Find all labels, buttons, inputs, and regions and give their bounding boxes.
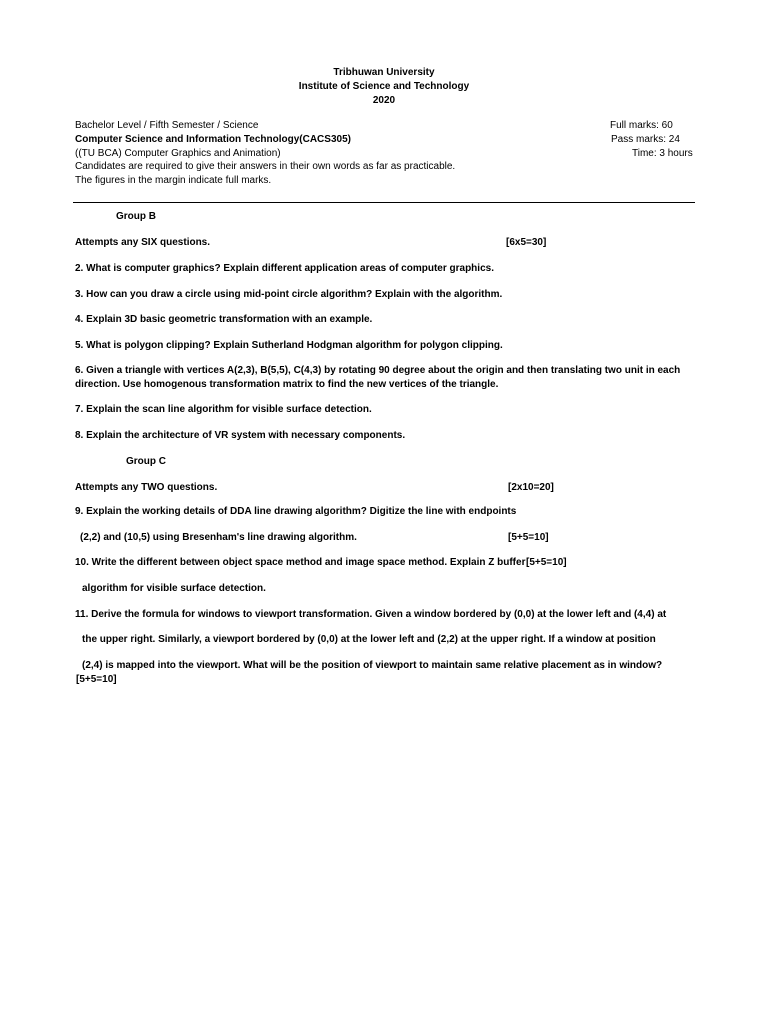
university-name: Tribhuwan University (333, 67, 435, 78)
full-marks: Full marks: 60 (610, 120, 673, 131)
question-5: 5. What is polygon clipping? Explain Sutherland Hodgman algorithm for polygon clipping. (75, 340, 503, 351)
question-10-line-1: 10. Write the different between object space method and image space method. Explain Z buffer (75, 557, 526, 568)
question-11-line-1: 11. Derive the formula for windows to viewport transformation. Given a window bordered by (0,0) at the lower left and (4,4) at (75, 609, 667, 620)
question-3: 3. How can you draw a circle using mid-point circle algorithm? Explain with the algorithm. (75, 289, 503, 300)
instruction-2: The figures in the margin indicate full marks. (75, 175, 272, 186)
question-7: 7. Explain the scan line algorithm for visible surface detection. (75, 404, 372, 415)
question-9-line-1: 9. Explain the working details of DDA line drawing algorithm? Digitize the line with endpoints (75, 506, 517, 517)
question-11-line-3: (2,4) is mapped into the viewport. What will be the position of viewport to maintain same relative placement as in window? (82, 660, 663, 671)
subject-text: ((TU BCA) Computer Graphics and Animation) (75, 148, 281, 159)
question-6-line-1: 6. Given a triangle with vertices A(2,3), B(5,5), C(4,3) by rotating 90 degree about the origin and then translating two unit in each (75, 365, 681, 376)
level-text: Bachelor Level / Fifth Semester / Science (75, 120, 259, 131)
question-9-marks: [5+5=10] (508, 532, 549, 543)
exam-year: 2020 (372, 95, 396, 106)
course-title: Computer Science and Information Technology(CACS305) (75, 134, 351, 145)
pass-marks: Pass marks: 24 (611, 134, 680, 145)
time-allowed: Time: 3 hours (632, 148, 693, 159)
header-divider (73, 202, 695, 203)
question-11-line-2: the upper right. Similarly, a viewport bordered by (0,0) at the lower left and (2,2) at the upper right. If a window at position (82, 634, 656, 645)
group-c-marks: [2x10=20] (508, 482, 554, 493)
group-b-attempt: Attempts any SIX questions. (75, 237, 211, 248)
question-2: 2. What is computer graphics? Explain different application areas of computer graphics. (75, 263, 494, 274)
group-c-title: Group C (126, 456, 166, 467)
institute-name: Institute of Science and Technology (298, 81, 470, 92)
group-c-attempt: Attempts any TWO questions. (75, 482, 218, 493)
question-10-marks: [5+5=10] (526, 557, 567, 568)
question-6-line-2: direction. Use homogenous transformation matrix to find the new vertices of the triangle. (75, 379, 499, 390)
group-b-marks: [6x5=30] (506, 237, 547, 248)
question-8: 8. Explain the architecture of VR system with necessary components. (75, 430, 406, 441)
instruction-1: Candidates are required to give their answers in their own words as far as practicable. (75, 161, 456, 172)
question-10-line-2: algorithm for visible surface detection. (82, 583, 266, 594)
question-9-line-2: (2,2) and (10,5) using Bresenham's line drawing algorithm. (80, 532, 357, 543)
question-4: 4. Explain 3D basic geometric transformation with an example. (75, 314, 373, 325)
question-11-marks: [5+5=10] (76, 674, 117, 685)
group-b-title: Group B (116, 211, 156, 222)
